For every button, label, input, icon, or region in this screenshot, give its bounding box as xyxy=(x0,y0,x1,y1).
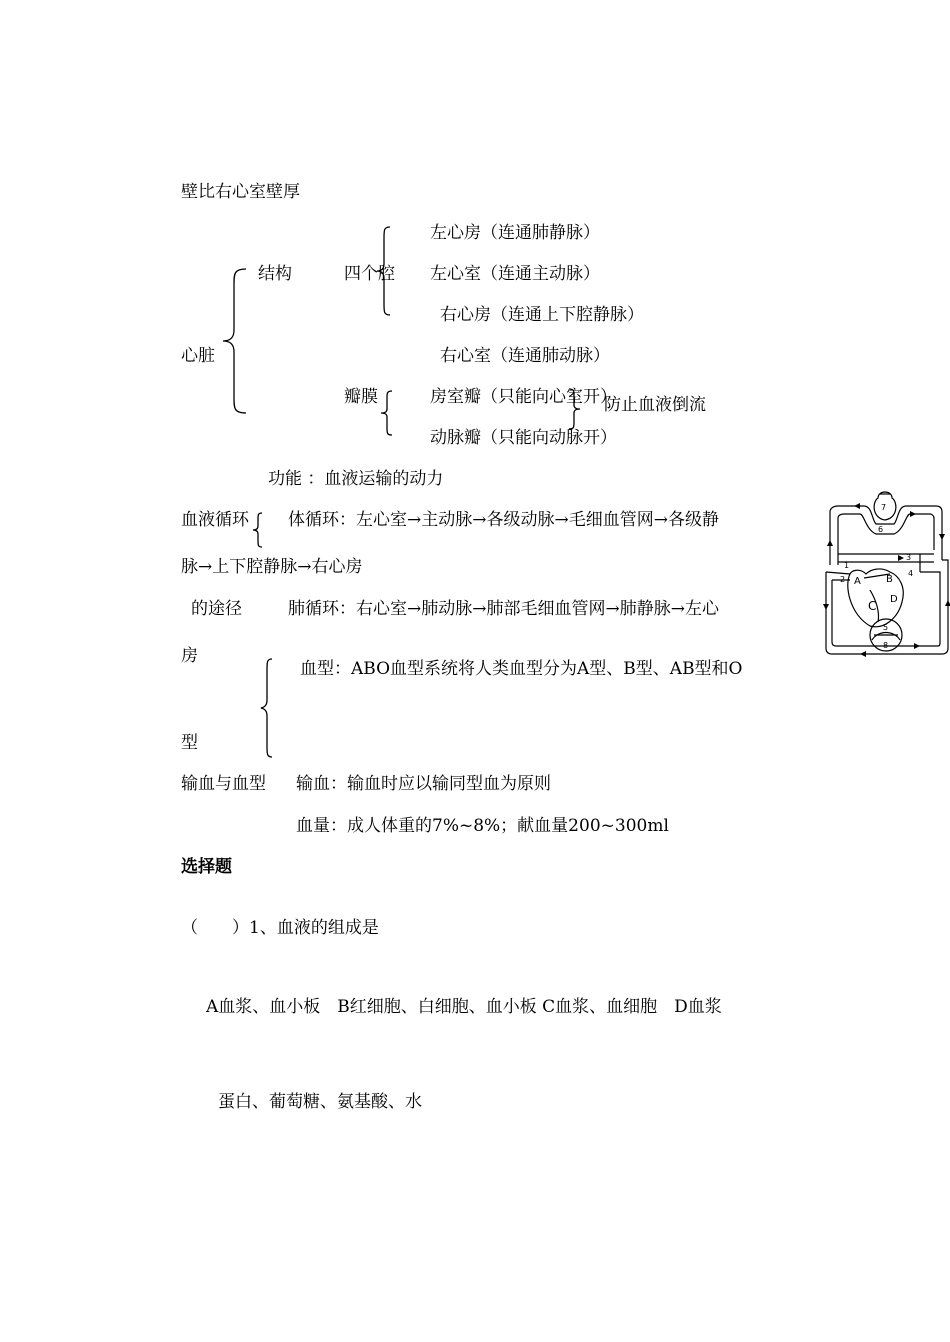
diagram-label-D: D xyxy=(890,594,898,605)
diagram-label-C: C xyxy=(868,599,877,613)
diagram-label-3: 3 xyxy=(906,553,912,562)
pulmonary-circulation-line-1: 肺循环：右心室→肺动脉→肺部毛细血管网→肺静脉→左心 xyxy=(288,599,719,619)
chamber-right-ventricle: 右心室（连通肺动脉） xyxy=(440,346,610,366)
question-1-options-line-2: 蛋白、葡萄糖、氨基酸、水 xyxy=(218,1092,422,1112)
blood-type-brace xyxy=(260,658,274,758)
circulation-label-2: 的途径 xyxy=(191,599,242,619)
chambers-brace xyxy=(376,226,392,316)
valve-atrioventricular: 房室瓣（只能向心室开） xyxy=(430,387,617,407)
diagram-label-A: A xyxy=(854,576,861,587)
transfusion-line: 输血：输血时应以输同型血为原则 xyxy=(296,774,551,794)
chamber-left-ventricle: 左心室（连通主动脉） xyxy=(430,264,600,284)
diagram-label-4: 4 xyxy=(908,569,914,578)
continued-line: 壁比右心室壁厚 xyxy=(181,182,300,202)
heart-brace xyxy=(222,268,248,414)
blood-circulation-diagram xyxy=(820,490,950,665)
systemic-circulation-line-1: 体循环：左心室→主动脉→各级动脉→毛细血管网→各级静 xyxy=(288,510,719,530)
blood-type-line-2: 型 xyxy=(181,733,198,753)
diagram-label-6: 6 xyxy=(878,525,884,534)
heart-label: 心脏 xyxy=(181,346,215,366)
valve-function: 防止血液倒流 xyxy=(604,395,706,415)
transfusion-section-label: 输血与血型 xyxy=(181,774,266,794)
valve-label: 瓣膜 xyxy=(344,387,378,407)
chamber-left-atrium: 左心房（连通肺静脉） xyxy=(430,223,600,243)
diagram-label-2: 2 xyxy=(840,575,846,584)
pulmonary-circulation-line-2: 房 xyxy=(181,646,198,666)
question-1-options-line-1: A血浆、血小板 B红细胞、白细胞、血小板 C血浆、血细胞 D血浆 xyxy=(206,997,722,1017)
blood-volume-line: 血量：成人体重的7%~8%；献血量200~300ml xyxy=(296,816,669,836)
heart-function-line: 功能 ：血液运输的动力 xyxy=(268,469,444,489)
valve-arterial: 动脉瓣（只能向动脉开） xyxy=(430,428,617,448)
blood-type-line-1: 血型：ABO血型系统将人类血型分为A型、B型、AB型和O xyxy=(300,659,743,679)
quiz-heading: 选择题 xyxy=(181,857,232,877)
systemic-circulation-line-2: 脉→上下腔静脉→右心房 xyxy=(181,557,363,577)
structure-label: 结构 xyxy=(258,264,292,284)
diagram-label-B: B xyxy=(886,574,893,585)
chamber-right-atrium: 右心房（连通上下腔静脉） xyxy=(440,305,644,325)
diagram-label-8: 8 xyxy=(883,641,889,650)
diagram-label-1: 1 xyxy=(844,561,850,570)
circulation-label-1: 血液循环 xyxy=(181,510,249,530)
valve-brace xyxy=(380,390,394,436)
diagram-label-5: 5 xyxy=(883,623,889,632)
circulation-brace xyxy=(252,512,264,548)
diagram-label-7: 7 xyxy=(881,503,887,512)
four-chambers-label: 四个腔 xyxy=(344,264,395,284)
valve-function-brace xyxy=(568,388,582,430)
question-1: （ ）1、血液的组成是 xyxy=(181,918,379,938)
